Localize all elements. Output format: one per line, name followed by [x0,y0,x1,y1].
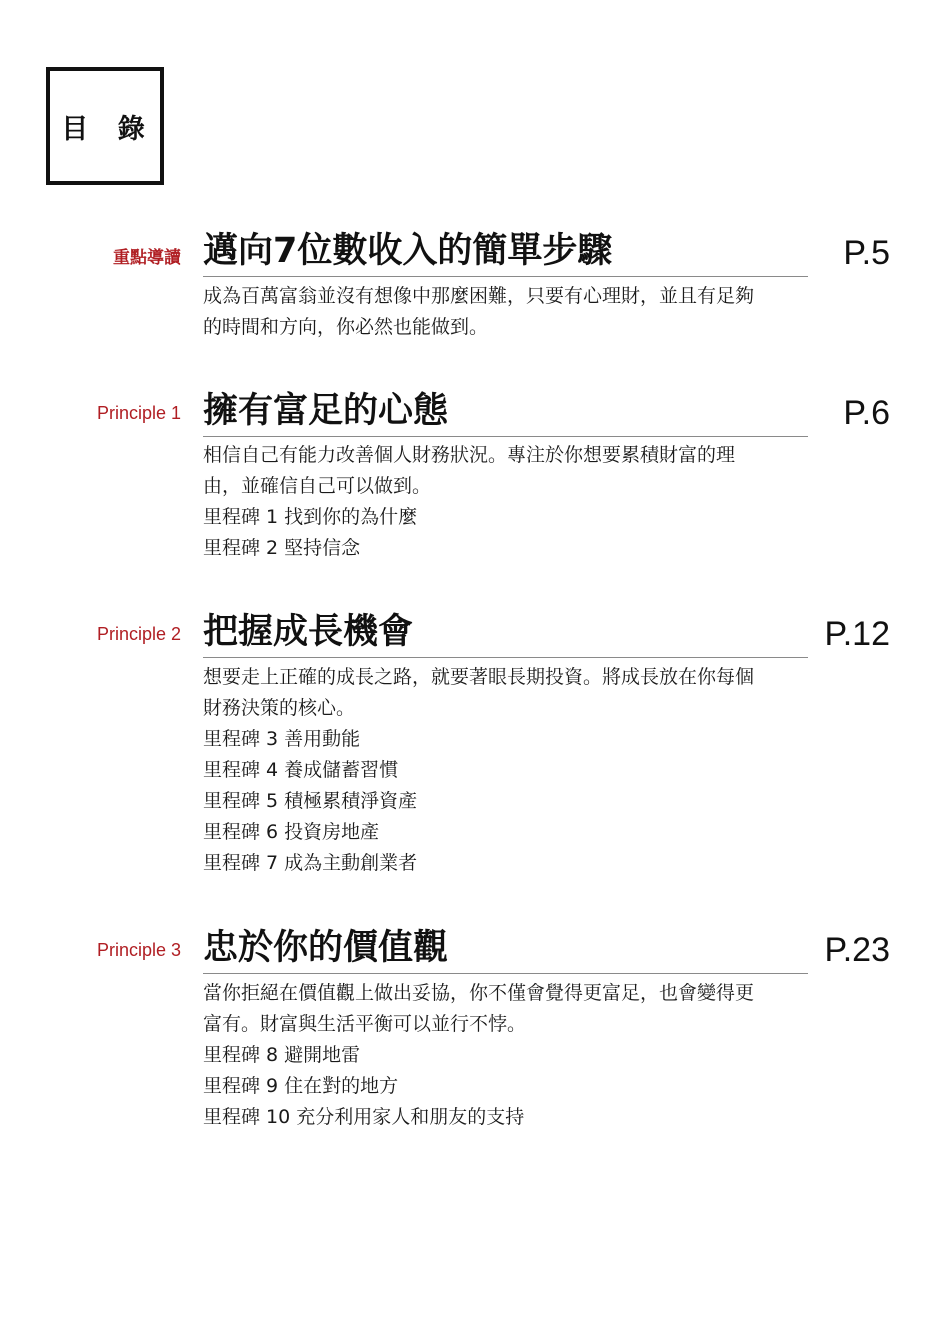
milestone-item[interactable]: 里程碑 9 住在對的地方 [203,1075,399,1097]
milestone-item[interactable]: 里程碑 4 養成儲蓄習慣 [203,759,399,781]
section-title[interactable]: 邁向7位數收入的簡單步驟 [203,231,613,271]
section-label: Principle 3 [96,940,181,960]
description-line: 富有。財富與生活平衡可以並行不悖。 [203,1013,527,1035]
description-line: 當你拒絕在價值觀上做出妥協，你不僅會覺得更富足，也會變得更 [203,982,755,1004]
description-line: 財務決策的核心。 [203,697,356,719]
description-line: 成為百萬富翁並沒有想像中那麼困難，只要有心理財，並且有足夠 [203,285,755,307]
section-label: Principle 2 [96,624,181,644]
section-title[interactable]: 把握成長機會 [203,612,414,652]
page-number[interactable]: P.5 [843,234,890,272]
section-title[interactable]: 擁有富足的心態 [203,391,449,431]
description-line: 由，並確信自己可以做到。 [203,475,432,497]
page-number[interactable]: P.23 [824,931,890,969]
section-title[interactable]: 忠於你的價值觀 [203,928,449,968]
milestone-item[interactable]: 里程碑 3 善用動能 [203,728,361,750]
milestone-item[interactable]: 里程碑 5 積極累積淨資產 [203,790,418,812]
section-label: Principle 1 [96,403,181,423]
section-description [203,440,815,564]
title-divider [203,436,808,437]
page-number[interactable]: P.12 [824,615,890,653]
description-line: 想要走上正確的成長之路，就要著眼長期投資。將成長放在你每個 [203,666,755,688]
description-line: 的時間和方向，你必然也能做到。 [203,316,489,338]
title-divider [203,973,808,974]
milestone-item[interactable]: 里程碑 7 成為主動創業者 [203,852,418,874]
milestone-item[interactable]: 里程碑 2 堅持信念 [203,537,361,559]
toc-heading: 目 錄 [61,113,155,145]
milestone-item[interactable]: 里程碑 8 避開地雷 [203,1044,361,1066]
milestone-item[interactable]: 里程碑 1 找到你的為什麼 [203,506,418,528]
description-line: 相信自己有能力改善個人財務狀況。專注於你想要累積財富的理 [203,444,736,466]
title-divider [203,657,808,658]
section-label: 重點導讀 [113,248,181,268]
toc-heading-box [46,67,164,185]
section-description [203,978,815,1133]
section-description [203,662,815,879]
milestone-item[interactable]: 里程碑 6 投資房地產 [203,821,380,843]
title-divider [203,276,808,277]
page-number[interactable]: P.6 [843,394,890,432]
milestone-item[interactable]: 里程碑 10 充分利用家人和朋友的支持 [203,1106,525,1128]
section-description [203,281,815,343]
